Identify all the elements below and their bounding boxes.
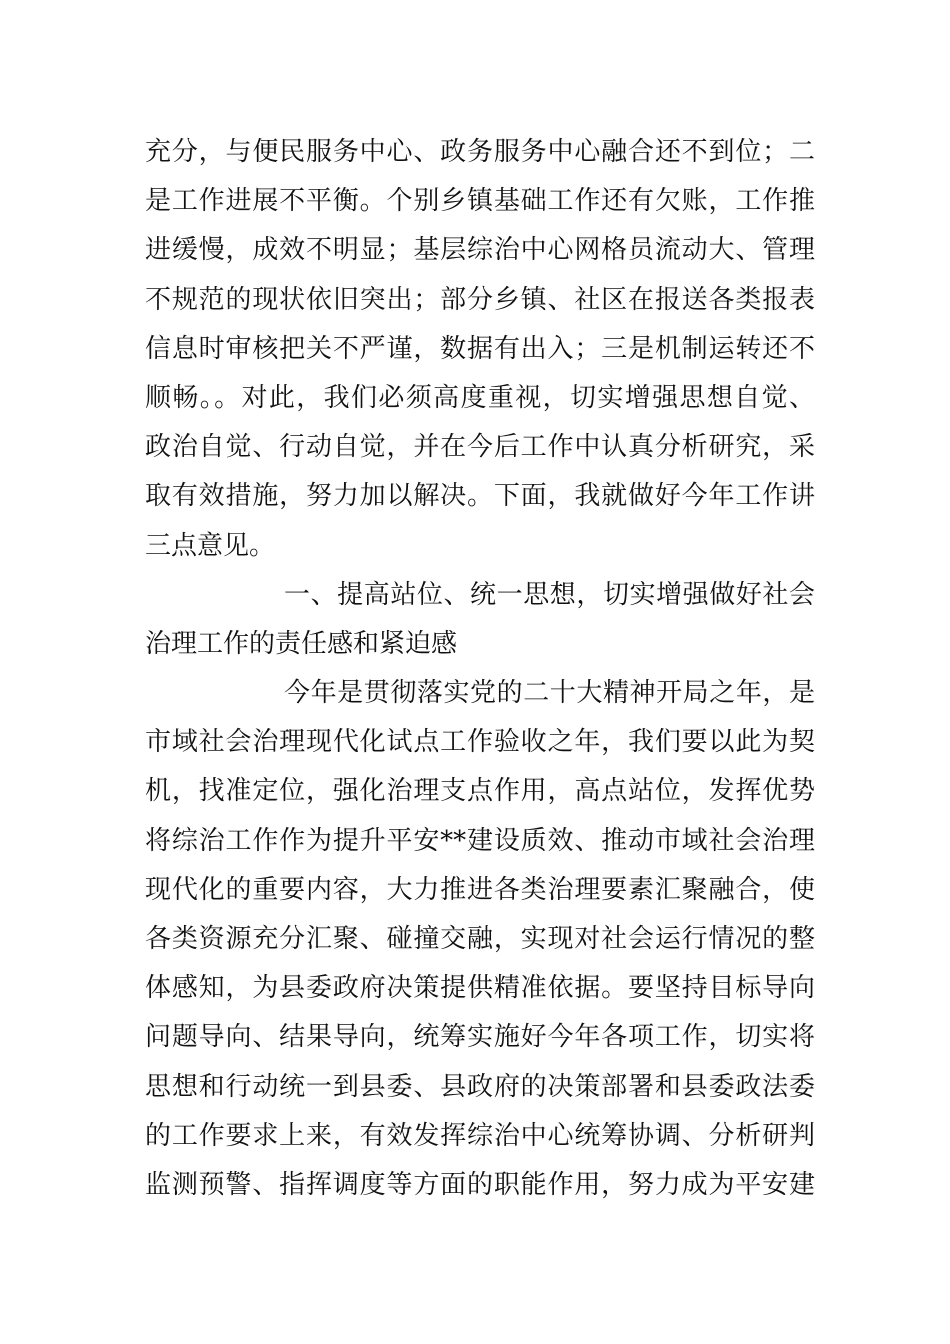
text-line: 充分，与便民服务中心、政务服务中心融合还不到位；二 (145, 137, 815, 167)
text-line: 政治自觉、行动自觉，并在今后工作中认真分析研究，采 (145, 432, 815, 463)
text-line: 顺畅。。对此，我们必须高度重视，切实增强思想自觉、 (145, 382, 815, 413)
text-line: 三点意见。 (145, 530, 276, 561)
text-line: 取有效措施，努力加以解决。下面，我就做好今年工作讲 (145, 481, 815, 512)
text-line: 市域社会治理现代化试点工作验收之年，我们要以此为契 (145, 727, 815, 758)
section-heading-line: 一、提高站位、统一思想，切实增强做好社会 (284, 579, 815, 610)
text-line: 机，找准定位，强化治理支点作用，高点站位，发挥优势 (145, 776, 815, 807)
text-line: 现代化的重要内容，大力推进各类治理要素汇聚融合，使 (145, 874, 815, 905)
text-line: 体感知，为县委政府决策提供精准依据。要坚持目标导向 (145, 973, 815, 1004)
text-line: 监测预警、指挥调度等方面的职能作用，努力成为平安建 (145, 1169, 815, 1200)
text-line: 各类资源充分汇聚、碰撞交融，实现对社会运行情况的整 (145, 924, 815, 954)
text-line: 今年是贯彻落实党的二十大精神开局之年，是 (284, 678, 815, 709)
body-text (145, 128, 815, 1210)
text-line: 进缓慢，成效不明显；基层综治中心网格员流动大、管理 (145, 235, 815, 266)
text-line: 将综治工作作为提升平安**建设质效、推动市域社会治理 (145, 825, 815, 856)
text-line: 信息时审核把关不严谨，数据有出入；三是机制运转还不 (145, 333, 815, 364)
text-line: 不规范的现状依旧突出；部分乡镇、社区在报送各类报表 (145, 284, 815, 315)
text-line: 的工作要求上来，有效发挥综治中心统筹协调、分析研判 (145, 1120, 815, 1151)
section-heading-line: 治理工作的责任感和紧迫感 (145, 628, 458, 659)
text-line: 问题导向、结果导向，统筹实施好今年各项工作，切实将 (145, 1022, 815, 1053)
text-line: 是工作进展不平衡。个别乡镇基础工作还有欠账，工作推 (145, 186, 815, 217)
text-line: 思想和行动统一到县委、县政府的决策部署和县委政法委 (145, 1071, 815, 1102)
